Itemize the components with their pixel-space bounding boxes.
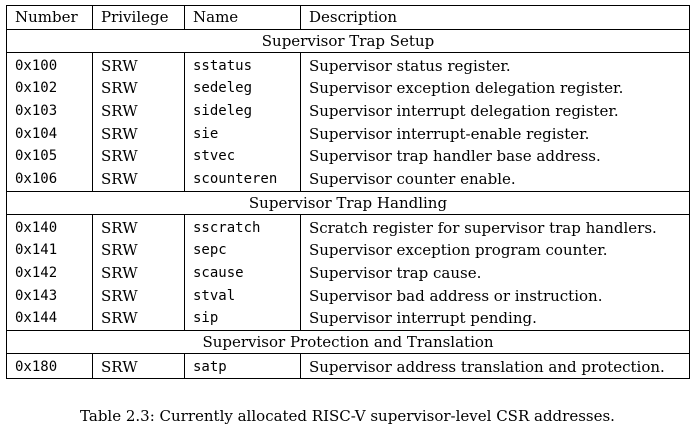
csr-number: 0x140 — [7, 215, 93, 239]
table-row — [7, 53, 690, 77]
header-name: Name — [185, 6, 301, 30]
csr-description: Supervisor interrupt-enable register. — [301, 122, 690, 145]
csr-privilege: SRW — [93, 262, 185, 285]
table-row — [7, 145, 690, 168]
header-number: Number — [7, 6, 93, 30]
csr-privilege: SRW — [93, 239, 185, 262]
table-row — [7, 77, 690, 100]
csr-number: 0x106 — [7, 168, 93, 191]
csr-privilege: SRW — [93, 354, 185, 379]
section-header-trap-handling — [7, 191, 690, 215]
table-caption: Table 2.3: Currently allocated RISC-V supervisor-level CSR addresses. — [80, 407, 615, 425]
csr-privilege: SRW — [93, 77, 185, 100]
csr-number: 0x143 — [7, 284, 93, 307]
section-title: Supervisor Trap Setup — [7, 29, 690, 53]
csr-name: stval — [185, 284, 301, 307]
csr-number: 0x104 — [7, 122, 93, 145]
csr-description: Supervisor bad address or instruction. — [301, 284, 690, 307]
csr-description: Supervisor exception program counter. — [301, 239, 690, 262]
csr-name: sedeleg — [185, 77, 301, 100]
csr-description: Supervisor counter enable. — [301, 168, 690, 191]
csr-number: 0x141 — [7, 239, 93, 262]
csr-name: satp — [185, 354, 301, 379]
table-row — [7, 215, 690, 239]
table-row — [7, 239, 690, 262]
csr-description: Supervisor trap handler base address. — [301, 145, 690, 168]
csr-privilege: SRW — [93, 215, 185, 239]
csr-number: 0x144 — [7, 307, 93, 330]
csr-number: 0x180 — [7, 354, 93, 379]
section-title: Supervisor Trap Handling — [7, 191, 690, 215]
header-description: Description — [301, 6, 690, 30]
table-row — [7, 354, 690, 379]
csr-name: scause — [185, 262, 301, 285]
table-row — [7, 284, 690, 307]
csr-name: scounteren — [185, 168, 301, 191]
csr-table-container — [6, 5, 689, 379]
section-header-trap-setup — [7, 29, 690, 53]
csr-name: sie — [185, 122, 301, 145]
csr-name: sip — [185, 307, 301, 330]
csr-privilege: SRW — [93, 53, 185, 77]
csr-description: Supervisor address translation and protection. — [301, 354, 690, 379]
section-header-protection-translation — [7, 330, 690, 354]
csr-name: stvec — [185, 145, 301, 168]
csr-number: 0x100 — [7, 53, 93, 77]
table-row — [7, 262, 690, 285]
table-header-row — [7, 6, 690, 30]
csr-description: Supervisor status register. — [301, 53, 690, 77]
table-row — [7, 100, 690, 123]
csr-number: 0x103 — [7, 100, 93, 123]
csr-description: Supervisor trap cause. — [301, 262, 690, 285]
table-row — [7, 122, 690, 145]
csr-name: sstatus — [185, 53, 301, 77]
csr-number: 0x102 — [7, 77, 93, 100]
csr-description: Supervisor exception delegation register. — [301, 77, 690, 100]
csr-privilege: SRW — [93, 100, 185, 123]
csr-name: sepc — [185, 239, 301, 262]
csr-privilege: SRW — [93, 307, 185, 330]
section-title: Supervisor Protection and Translation — [7, 330, 690, 354]
csr-number: 0x142 — [7, 262, 93, 285]
header-privilege: Privilege — [93, 6, 185, 30]
csr-name: sideleg — [185, 100, 301, 123]
csr-name: sscratch — [185, 215, 301, 239]
table-row — [7, 168, 690, 191]
csr-description: Supervisor interrupt pending. — [301, 307, 690, 330]
csr-privilege: SRW — [93, 168, 185, 191]
csr-number: 0x105 — [7, 145, 93, 168]
csr-address-table — [6, 5, 690, 379]
csr-privilege: SRW — [93, 145, 185, 168]
csr-description: Supervisor interrupt delegation register. — [301, 100, 690, 123]
csr-privilege: SRW — [93, 122, 185, 145]
table-row — [7, 307, 690, 330]
csr-privilege: SRW — [93, 284, 185, 307]
csr-description: Scratch register for supervisor trap handlers. — [301, 215, 690, 239]
